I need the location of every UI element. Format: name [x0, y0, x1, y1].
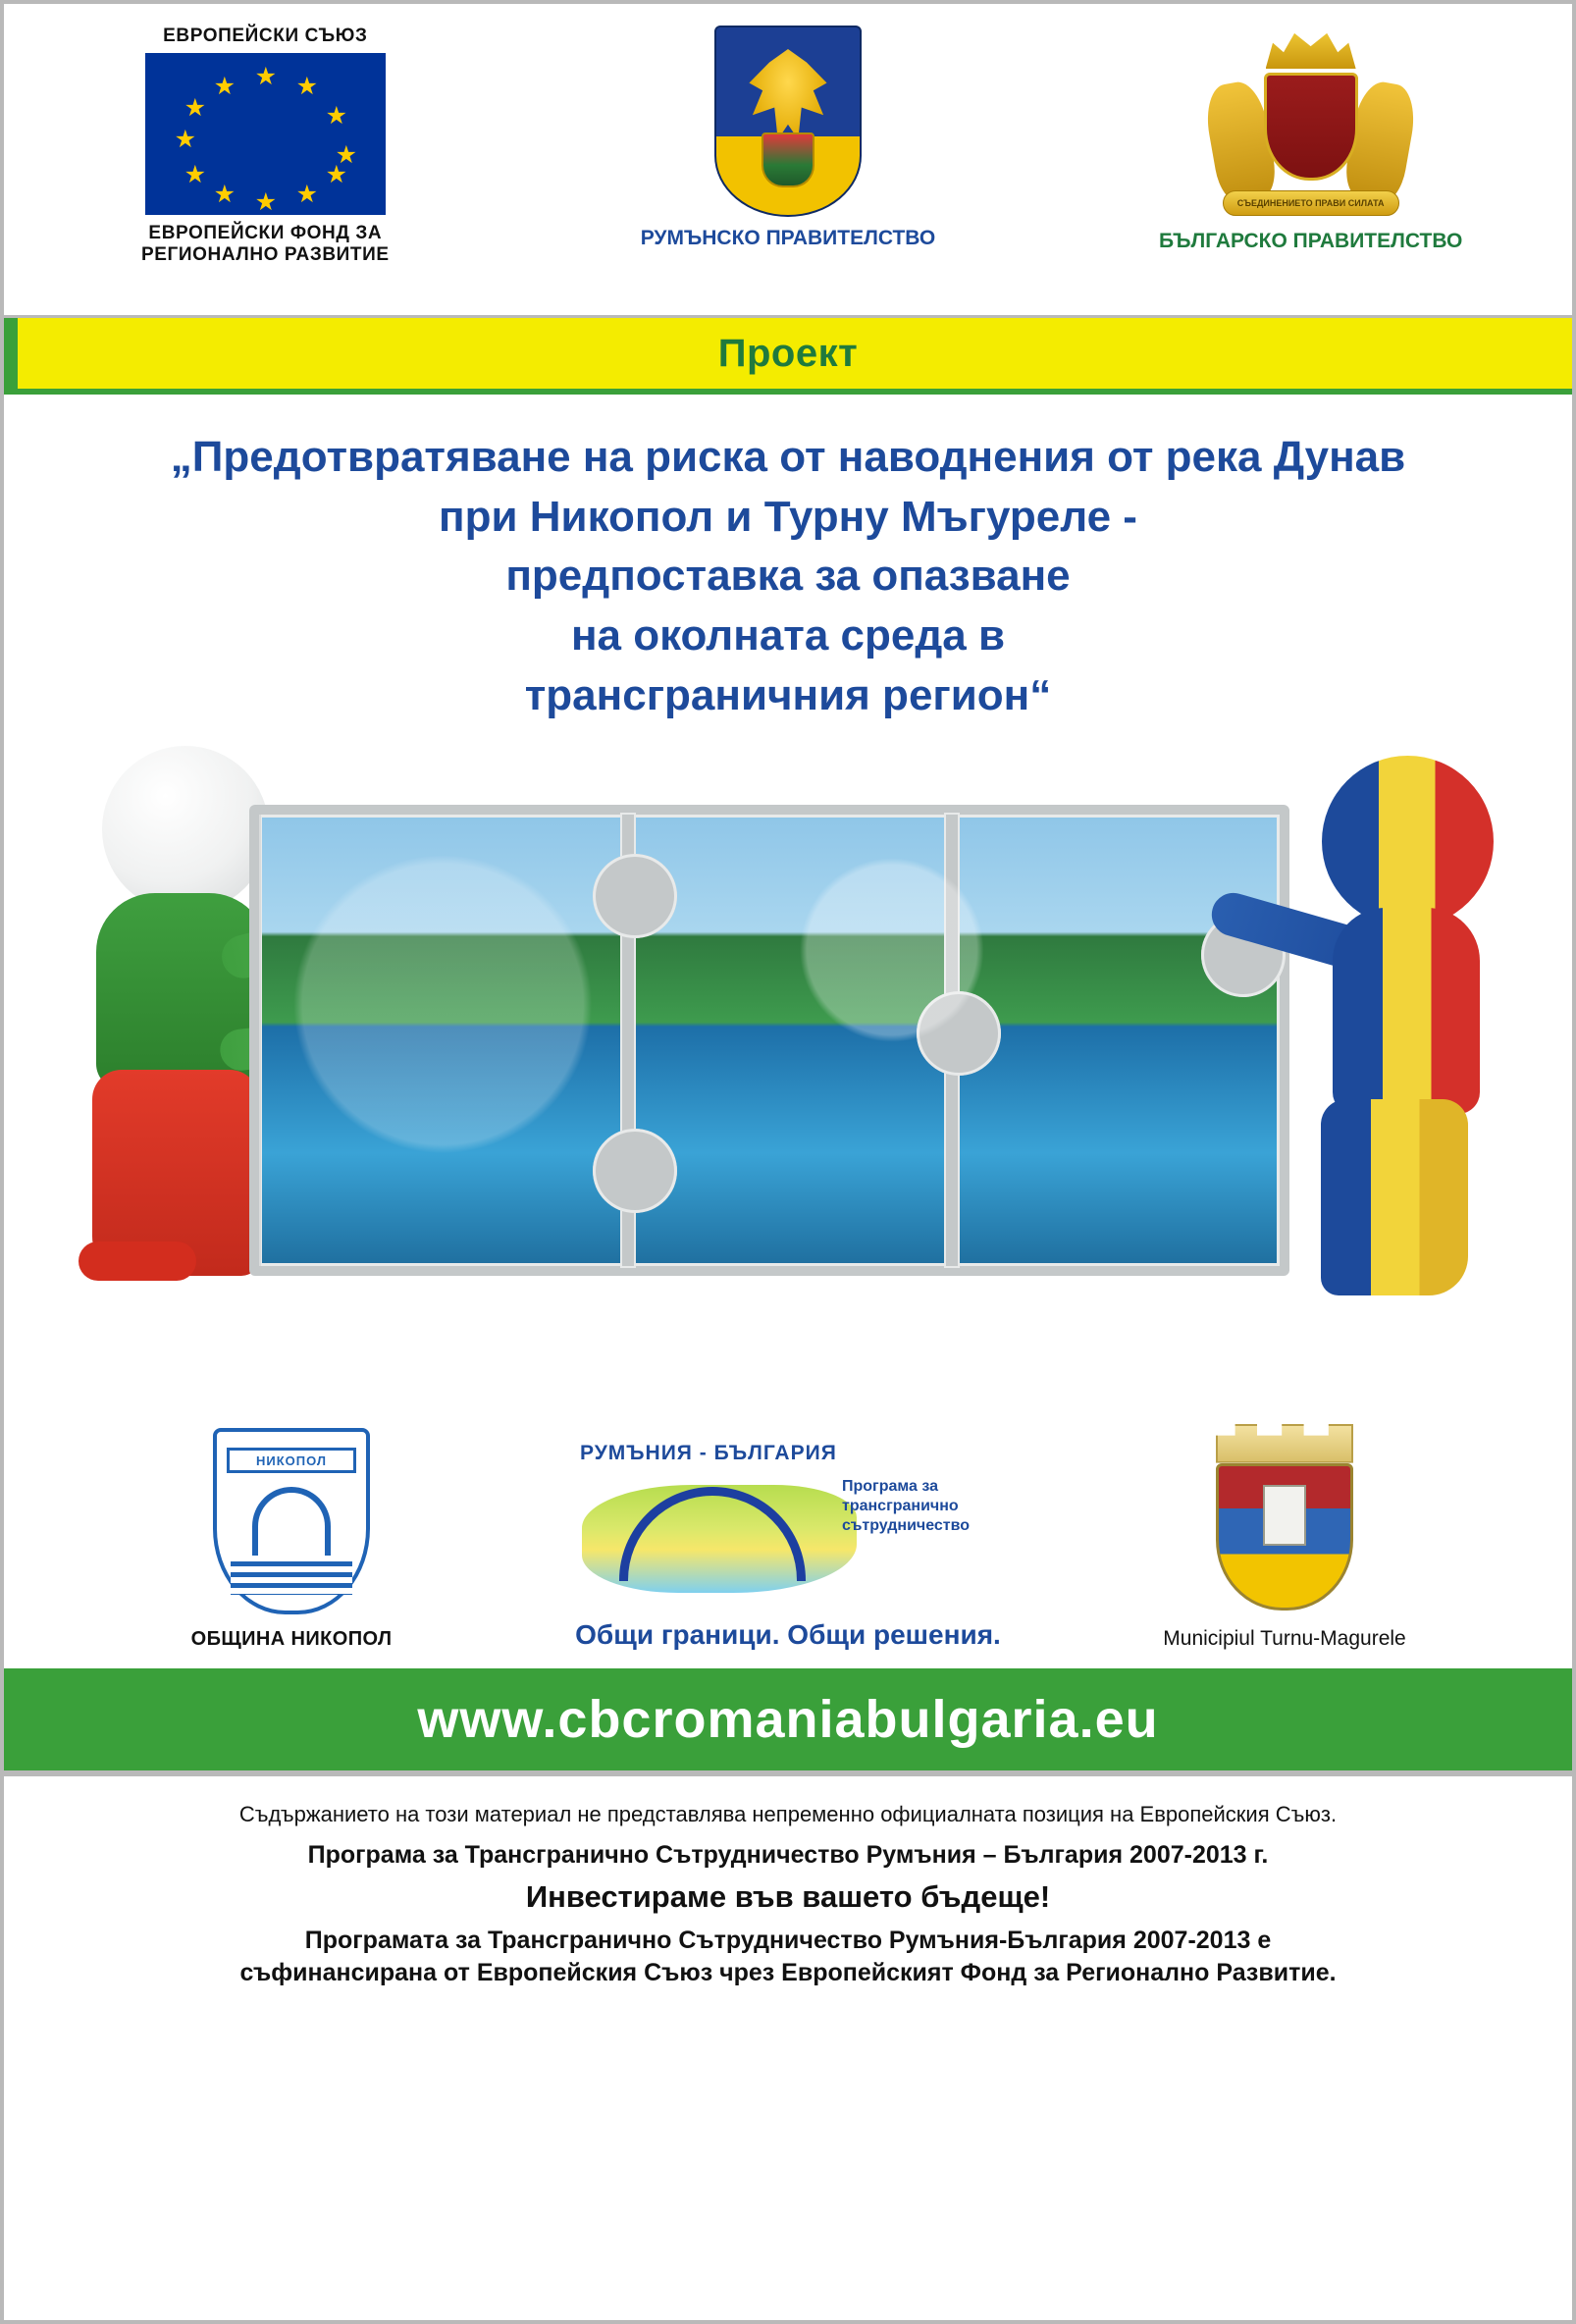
programme-side-line-1: Програма за	[842, 1477, 938, 1495]
title-line-5: трансграничния регион“	[524, 670, 1052, 719]
figure-left-foot	[79, 1241, 196, 1281]
eagle-icon	[746, 49, 830, 143]
project-label: Проект	[717, 331, 859, 375]
puzzle-landscape-icon	[249, 805, 1289, 1276]
turnu-magurele-caption: Municipiul Turnu-Magurele	[1163, 1626, 1406, 1650]
title-line-4: на околната среда в	[570, 611, 1006, 660]
nikopol-caption: ОБЩИНА НИКОПОЛ	[190, 1627, 393, 1650]
gate-icon	[252, 1487, 331, 1556]
nikopol-logo-block	[66, 1428, 517, 1651]
puzzle-knob	[917, 991, 1001, 1076]
title-line-3: предпоставка за опазване	[505, 552, 1071, 601]
programme-side-line-3: сътрудничество	[842, 1516, 971, 1534]
bulgaria-inner-shield-icon	[1264, 73, 1358, 181]
eu-fund-label-line2: РЕГИОНАЛНО РАЗВИТИЕ	[140, 243, 390, 265]
programme-slogan: Общи граници. Общи решения.	[575, 1618, 1001, 1650]
mural-crown-icon	[1216, 1424, 1353, 1463]
page-title	[4, 395, 1572, 736]
footer-slogan: Инвестираме във вашето бъдеще!	[525, 1878, 1051, 1914]
tower-icon	[1263, 1485, 1306, 1546]
footer-financing-line-2: съфинансирана от Европейския Съюз чрез Европейският Фонд за Регионално Развитие.	[239, 1959, 1337, 1987]
figure-left-head	[102, 746, 269, 913]
puzzle-seam	[946, 815, 958, 1266]
eu-logo-block	[59, 26, 471, 266]
puzzle-knob	[593, 1129, 677, 1213]
eu-top-label: ЕВРОПЕЙСКИ СЪЮЗ	[163, 26, 368, 46]
programme-side-text	[842, 1477, 1014, 1536]
figure-right-legs	[1321, 1099, 1468, 1295]
turnu-magurele-coat-of-arms-icon	[1206, 1424, 1363, 1615]
title-line-1: „Предотвратяване на риска от наводнения от река Дунав	[170, 433, 1406, 481]
figure-right-torso	[1333, 908, 1480, 1114]
nikopol-coat-of-arms-icon	[213, 1428, 370, 1614]
programme-logo-icon	[562, 1440, 1014, 1651]
bulgaria-government-label: БЪЛГАРСКО ПРАВИТЕЛСТВО	[1158, 230, 1463, 252]
puzzle-knob	[593, 854, 677, 938]
bulgaria-motto-ribbon: СЪЕДИНЕНИЕТО ПРАВИ СИЛАТА	[1223, 190, 1399, 216]
figure-right-head	[1322, 756, 1494, 927]
header-logos	[4, 4, 1572, 318]
romania-government-label: РУМЪНСКО ПРАВИТЕЛСТВО	[640, 227, 936, 249]
website-bar	[4, 1668, 1572, 1776]
bulgaria-logo-block	[1105, 26, 1517, 253]
footer	[4, 1776, 1572, 2009]
romania-inner-shield-icon	[762, 132, 814, 187]
figure-right-icon	[1238, 756, 1513, 1305]
illustration	[4, 746, 1572, 1374]
programme-top-text: РУМЪНИЯ - БЪЛГАРИЯ	[580, 1441, 837, 1464]
title-line-2: при Никопол и Турну Мъгуреле -	[439, 492, 1137, 541]
programme-side-line-2: трансгранично	[842, 1497, 959, 1514]
romania-logo-block	[582, 26, 994, 250]
eu-fund-label-line1: ЕВРОПЕЙСКИ ФОНД ЗА	[148, 222, 383, 243]
eu-flag-icon: ★ ★ ★ ★ ★ ★ ★ ★ ★ ★ ★ ★	[145, 53, 386, 215]
footer-disclaimer: Съдържанието на този материал не представлява непременно официалната позиция на Европейския Съюз.	[238, 1801, 1338, 1826]
nikopol-shield-text: НИКОПОЛ	[227, 1448, 356, 1473]
bulgaria-coat-of-arms-icon	[1205, 26, 1416, 222]
footer-financing-line-1: Програмата за Трансгранично Сътрудничество Румъния-България 2007-2013 е	[304, 1926, 1272, 1954]
footer-programme-line: Програма за Трансгранично Сътрудничество Румъния – България 2007-2013 г.	[307, 1840, 1269, 1869]
website-url[interactable]: www.cbcromaniabulgaria.eu	[417, 1689, 1159, 1749]
puzzle-seam	[622, 815, 634, 1266]
turnu-magurele-logo-block	[1059, 1424, 1510, 1651]
water-waves-icon	[231, 1561, 352, 1595]
crown-icon	[1266, 26, 1356, 69]
romania-coat-of-arms-icon	[714, 26, 862, 217]
programme-logo-block	[562, 1440, 1014, 1651]
project-strip	[4, 318, 1572, 395]
partner-logos	[4, 1374, 1572, 1668]
